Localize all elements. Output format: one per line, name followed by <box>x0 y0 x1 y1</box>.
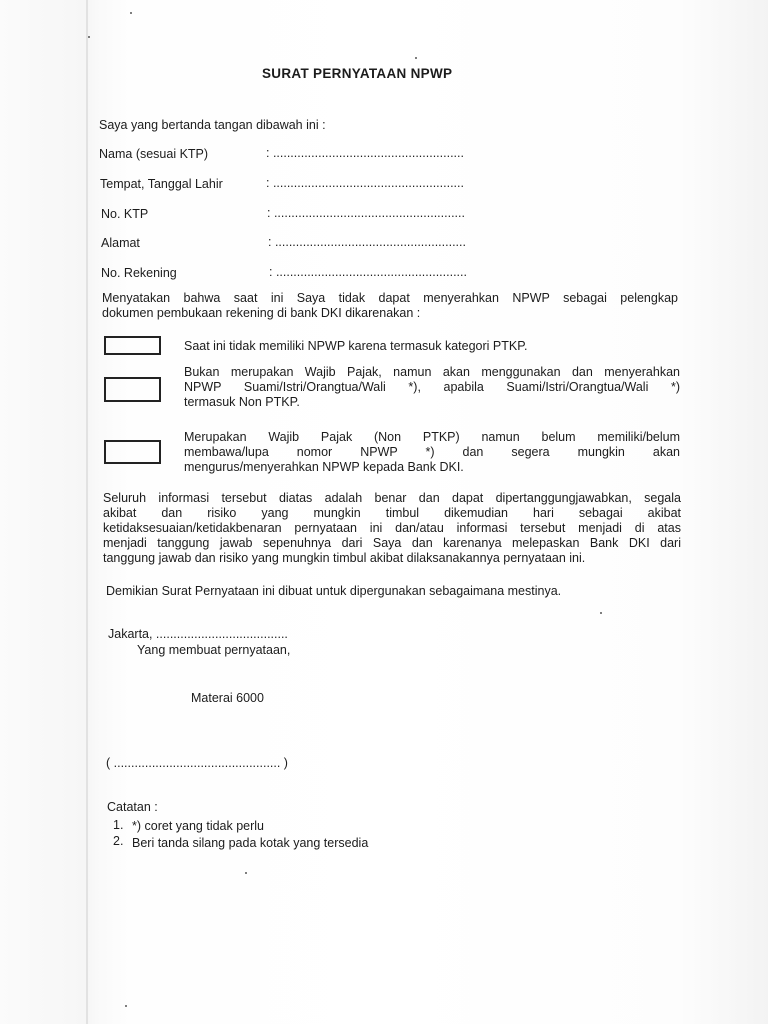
field-line-ttl: : ....................................................... <box>266 176 464 190</box>
option-line: Bukan merupakan Wajib Pajak, namun akan menggunakan dan menyerahkan <box>184 365 680 379</box>
signer-label: Yang membuat pernyataan, <box>137 643 291 657</box>
option-line: membawa/lupa nomor NPWP *) dan segera mungkin akan <box>184 445 680 459</box>
declaration-line: tanggung jawab dan risiko yang mungkin timbul akibat dilaksanakannya pernyataan ini. <box>103 551 586 565</box>
field-label-ktp: No. KTP <box>101 207 149 221</box>
scan-speck <box>600 612 602 614</box>
scan-speck <box>130 12 132 14</box>
field-label-alamat: Alamat <box>101 236 140 250</box>
note-text: *) coret yang tidak perlu <box>132 819 265 833</box>
field-label-rekening: No. Rekening <box>101 266 177 280</box>
option-no-npwp-text: Saat ini tidak memiliki NPWP karena termasuk kategori PTKP. <box>184 339 528 353</box>
option-taxpayer-text <box>184 430 680 475</box>
field-line-nama: : ....................................................... <box>266 146 464 160</box>
document-title: SURAT PERNYATAAN NPWP <box>262 66 453 81</box>
scan-speck <box>88 36 90 38</box>
declaration-line: Seluruh informasi tersebut diatas adalah benar dan dapat dipertanggungjawabkan, segala <box>103 491 681 505</box>
checkbox-not-taxpayer[interactable] <box>104 377 161 402</box>
field-line-ktp: : ....................................................... <box>267 206 465 220</box>
scan-speck <box>415 57 417 59</box>
statement-paragraph <box>102 291 678 321</box>
option-line: NPWP Suami/Istri/Orangtua/Wali *), apabila Suami/Istri/Orangtua/Wali *) <box>184 380 680 394</box>
note-text: Beri tanda silang pada kotak yang tersedia <box>132 836 369 850</box>
statement-line: dokumen pembukaan rekening di bank DKI dikarenakan : <box>102 306 421 320</box>
scan-speck <box>245 872 247 874</box>
checkbox-no-npwp[interactable] <box>104 336 161 355</box>
place-date-line: Jakarta, ...................................... <box>108 627 288 641</box>
declaration-line: menjadi tanggung jawab sepenuhnya dari Saya dan karenanya melepaskan Bank DKI dari <box>103 536 681 550</box>
field-line-alamat: : ....................................................... <box>268 235 466 249</box>
stamp-duty-label: Materai 6000 <box>191 691 264 705</box>
option-line: mengurus/menyerahkan NPWP kepada Bank DKI. <box>184 460 464 474</box>
declaration-line: akibat dan risiko yang mungkin timbul dikemudian hari sebagai akibat <box>103 506 681 520</box>
closing-text: Demikian Surat Pernyataan ini dibuat untuk dipergunakan sebagaimana mestinya. <box>106 584 562 598</box>
signature-line: ( ................................................ ) <box>106 756 288 770</box>
paper-edge <box>86 0 88 1024</box>
notes-title: Catatan : <box>107 800 158 814</box>
declaration-paragraph <box>103 491 681 566</box>
statement-line: Menyatakan bahwa saat ini Saya tidak dapat menyerahkan NPWP sebagai pelengkap <box>102 291 678 305</box>
field-label-nama: Nama (sesuai KTP) <box>99 147 209 161</box>
option-not-taxpayer-text <box>184 365 680 410</box>
note-number: 2. <box>113 834 124 848</box>
checkbox-taxpayer-no-npwp[interactable] <box>104 440 161 464</box>
scan-speck <box>125 1005 127 1007</box>
field-label-ttl: Tempat, Tanggal Lahir <box>100 177 223 191</box>
declaration-line: ketidaksesuaian/ketidakbenaran pernyataan ini dan/atau informasi tersebut menjadi di atas <box>103 521 681 535</box>
field-line-rekening: : ....................................................... <box>269 265 467 279</box>
option-line: Merupakan Wajib Pajak (Non PTKP) namun belum memiliki/belum <box>184 430 680 444</box>
note-number: 1. <box>113 818 124 832</box>
option-line: termasuk Non PTKP. <box>184 395 300 409</box>
intro-text: Saya yang bertanda tangan dibawah ini : <box>99 118 326 132</box>
